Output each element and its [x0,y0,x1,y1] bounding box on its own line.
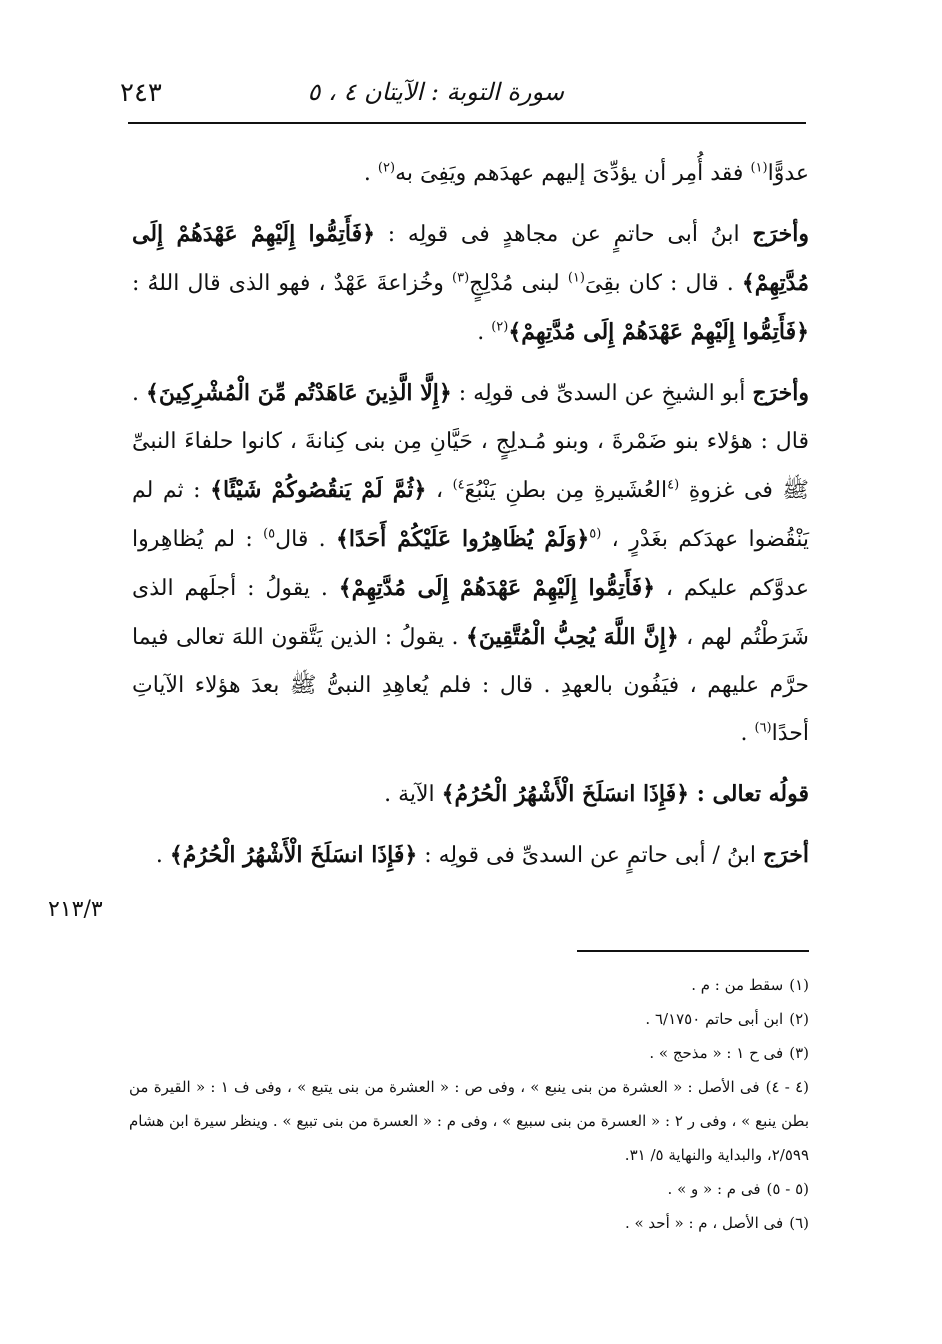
text-run: فقد أُمِر أن يؤدِّىَ إليهم عهدَهم ويَفِىَ به [395,161,751,186]
footnote [129,968,809,1002]
quran-quote: ﴿وَلَمْ يُظَاهِرُوا عَلَيْكُمْ أَحَدًا﴾ [335,526,590,552]
footnote-ref: (١) [567,270,585,286]
paragraph-1 [132,150,809,198]
footnote-number: (٥ - ٥) [766,1180,809,1198]
quran-quote: ﴿فَإِذَا انسَلَخَ الْأَشْهُرُ الْحُرُمُ﴾ [169,842,418,868]
footnote [129,1172,809,1206]
paragraph-2 [132,210,809,357]
footnotes [129,968,809,1240]
footnote-number: (١) [789,976,809,994]
paragraph-5 [132,831,809,880]
text-run: عدوًّا [767,161,809,186]
footnote-number: (٣) [789,1044,809,1062]
quran-quote: ﴿إِنَّ اللَّهَ يُحِبُّ الْمُتَّقِينَ﴾ [465,624,679,650]
margin-page-reference: ٢١٣/٣ [48,897,103,922]
text-run: لبنى مُدْلِجٍ [469,271,568,296]
text-run: . [740,721,755,746]
quran-quote: ﴿فَإِذَا انسَلَخَ الْأَشْهُرُ الْحُرُمُ﴾ [441,781,690,807]
footnote-ref: ٤) [452,477,465,493]
footnote-ref: ٥) [263,526,276,542]
quran-quote: ﴿إِلَّا الَّذِينَ عَاهَدْتُم مِّنَ الْمُشْرِكِينَ﴾ [146,380,452,406]
footnote-text: فى ح ١ : « مذحج » . [649,1044,784,1062]
footnote [129,1206,809,1240]
footnote [129,1002,809,1036]
main-text [132,150,809,880]
footnote-number: (٦) [789,1214,809,1232]
footnote-text: ابن أبى حاتم ٦/١٧٥٠ . [645,1010,784,1028]
quran-quote: ﴿فَأَتِمُّوا إِلَيْهِمْ عَهْدَهُمْ إِلَى مُدَّتِهِمْ﴾ [338,575,655,601]
text-run: العُشَيرةِ مِن بطنِ يَنْبُعَ [464,478,668,503]
text-run: . قال : كان بقِىَ [584,271,742,296]
footnote-number: (٢) [789,1010,809,1028]
footnote-text: فى م : « و » . [667,1180,761,1198]
footnote-ref: (٦) [754,720,772,736]
header-rule [128,122,806,124]
paragraph-lead: وأخرَج [752,380,809,406]
footnote [129,1036,809,1070]
text-run: ابنُ / أبى حاتمٍ عن السدىِّ فى قولِه : [417,843,763,868]
quran-quote: ﴿فَأَتِمُّوا إِلَيْهِمْ عَهْدَهُمْ إِلَى مُدَّتِهِمْ﴾ [508,319,809,345]
paragraph-3 [132,369,809,758]
footnote-ref: (١) [750,160,768,176]
text-run: . [477,320,492,345]
paragraph-lead: وأخرَج [752,221,810,247]
text-run: الآية . [384,782,442,807]
text-run: وخُزاعةَ عَهْدٌ ، فهو الذى قال اللهُ : [132,271,452,296]
text-run: ، [426,478,453,503]
quran-quote: ﴿فَأَتِمُّوا إِلَيْهِمْ عَهْدَهُمْ إِلَى مُدَّتِهِمْ﴾ [132,221,810,296]
page-number: ٢٤٣ [120,78,162,108]
text-run: . يقولُ : الذين يَتَّقون اللهَ تعالى فيما حرَّم عليهم ، فيَفُون بالعهدِ . قال : فلم يُعاهِدِ النبىُّ ﷺ بعدَ هؤلاء الآياتِ أحدًا [132,625,809,746]
footnote-text: فى الأصل ، م : « أحد » . [624,1214,784,1232]
text-run: . [155,843,170,868]
text-run: ابنُ أبى حاتمٍ عن مجاهدٍ فى قولِه : [375,222,753,247]
footnote-ref: (٥ [589,526,602,542]
footnote-rule [577,950,809,952]
running-title: سورة التوبة : الآيتان ٤ ، ٥ [307,78,564,106]
text-run: . قال : هؤلاء بنو ضَمْرةَ ، وبنو مُـدلِجٍ ، حَيَّانِ مِن بنى كِنانةَ ، كانوا حلفاءَ النبىِّ ﷺ فى غزوةِ [132,381,809,503]
footnote-ref: (٢) [377,160,396,176]
footnote-ref: (٤ [667,477,680,493]
section-heading: قولُه تعالى : [689,781,809,807]
text-run: : ثم لم يَنْقُضوا عهدَكم بغَدْرٍ ، [132,478,809,552]
text-run: : لم يُظاهِروا عدوَّكم عليكم ، [132,527,809,601]
text-run: . [363,161,378,186]
footnote-ref: (٣) [452,270,470,286]
footnote-text: فى الأصل : « العشرة من بنى ينبع » ، وفى ص : « العشرة من بنى يتبع » ، وفى ف ١ : « القيرة من بطن ينبع » ، وفى ر ٢ : « العسرة من بنى سبيع » ، وفى م : « العسرة من بنى تبيع » . وينظر سيرة ابن هشام ٢/٥٩٩، والبداية والنهاية ٥/ ٣١. [129,1078,809,1164]
text-run: . قال [275,527,336,552]
quran-quote: ﴿ثُمَّ لَمْ يَنقُصُوكُمْ شَيْئًا﴾ [210,477,427,503]
paragraph-lead: أخرَج [762,842,809,868]
footnote [129,1070,809,1172]
text-run: أبو الشيخِ عن السدىِّ فى قولِه : [451,381,753,406]
text-run: . يقولُ : أجلَهم الذى شَرَطْتُم لهم ، [132,576,809,650]
footnote-ref: (٢) [491,319,509,335]
footnote-text: سقط من : م . [691,976,784,994]
footnote-number: (٤ - ٤) [765,1078,810,1096]
paragraph-4 [132,770,809,819]
